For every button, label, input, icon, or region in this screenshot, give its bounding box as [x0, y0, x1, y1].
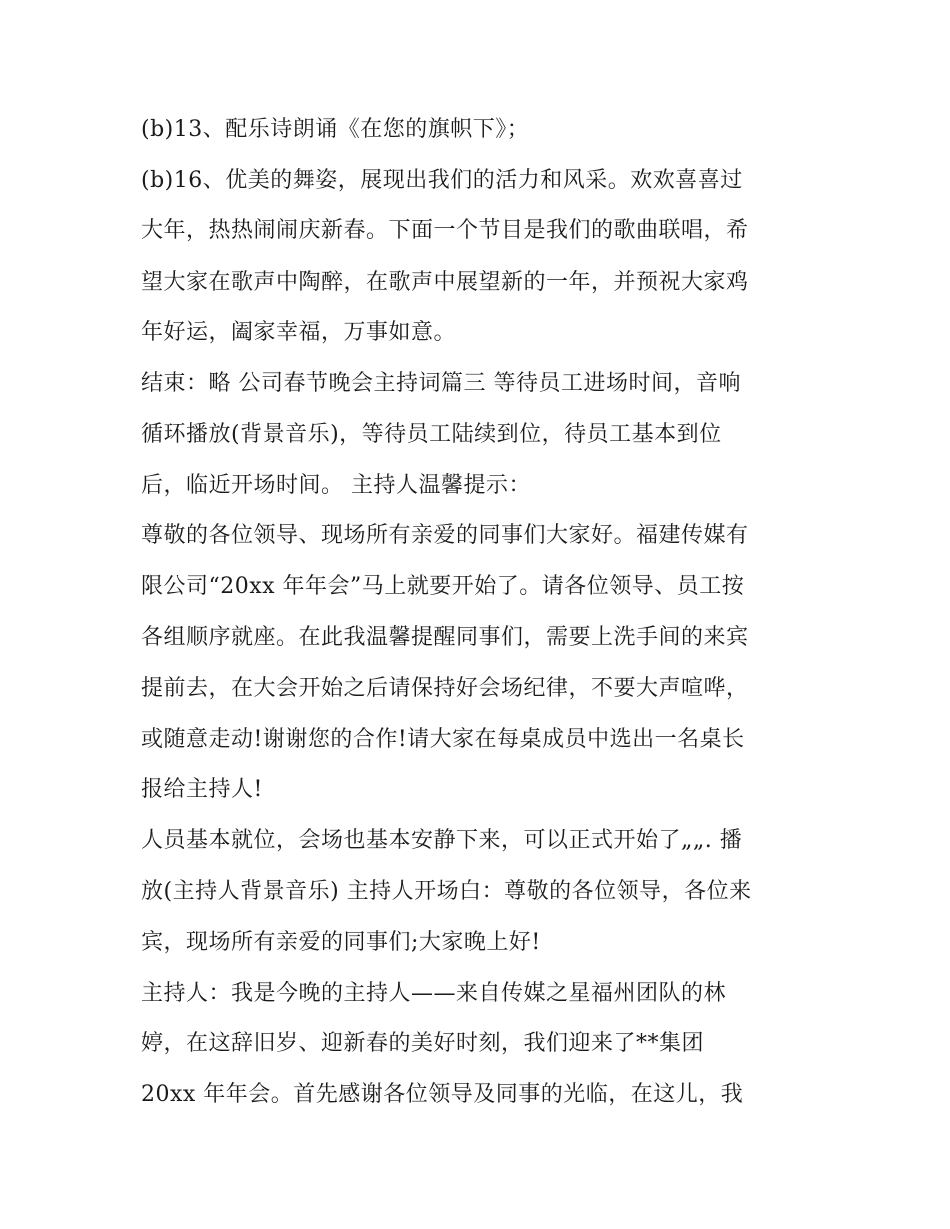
text-line: (b)13、配乐诗朗诵《在您的旗帜下》； [141, 117, 530, 142]
text-line: 望大家在歌声中陶醉，在歌声中展望新的一年，并预祝大家鸡 [141, 270, 749, 295]
text-line: 结束：略 公司春节晚会主持词篇三 等待员工进场时间，音响 [141, 371, 741, 396]
text-line: 各组顺序就座。在此我温馨提醒同事们，需要上洗手间的来宾 [141, 625, 749, 650]
text-line: 循环播放(背景音乐)，等待员工陆续到位，待员工基本到位 [141, 422, 722, 447]
text-line: 年好运，阖家幸福，万事如意。 [141, 320, 457, 345]
text-line: 或随意走动!谢谢您的合作!请大家在每桌成员中选出一名桌长 [141, 727, 745, 752]
text-line: 提前去，在大会开始之后请保持好会场纪律，不要大声喧哗， [141, 676, 749, 701]
text-line: 放(主持人背景音乐) 主持人开场白：尊敬的各位领导，各位来 [141, 879, 752, 904]
text-line: 主持人：我是今晚的主持人——来自传媒之星福州团队的林 [141, 981, 727, 1006]
text-line: 20xx 年年会。首先感谢各位领导及同事的光临，在这儿，我 [141, 1082, 744, 1107]
text-line: 大年，热热闹闹庆新春。下面一个节目是我们的歌曲联唱，希 [141, 218, 749, 243]
text-line: 尊敬的各位领导、现场所有亲爱的同事们大家好。福建传媒有 [141, 523, 749, 548]
text-line: (b)16、优美的舞姿，展现出我们的活力和风采。欢欢喜喜过 [141, 168, 743, 193]
text-line: 人员基本就位，会场也基本安静下来，可以正式开始了„„. 播 [141, 828, 743, 853]
text-line: 后，临近开场时间。 主持人温馨提示： [141, 473, 531, 498]
text-line: 报给主持人! [141, 777, 263, 802]
text-line: 限公司“20xx 年年会”马上就要开始了。请各位领导、员工按 [141, 574, 745, 599]
text-line: 宾，现场所有亲爱的同事们;大家晚上好! [141, 930, 541, 955]
text-line: 婷，在这辞旧岁、迎新春的美好时刻，我们迎来了**集团 [141, 1031, 705, 1056]
